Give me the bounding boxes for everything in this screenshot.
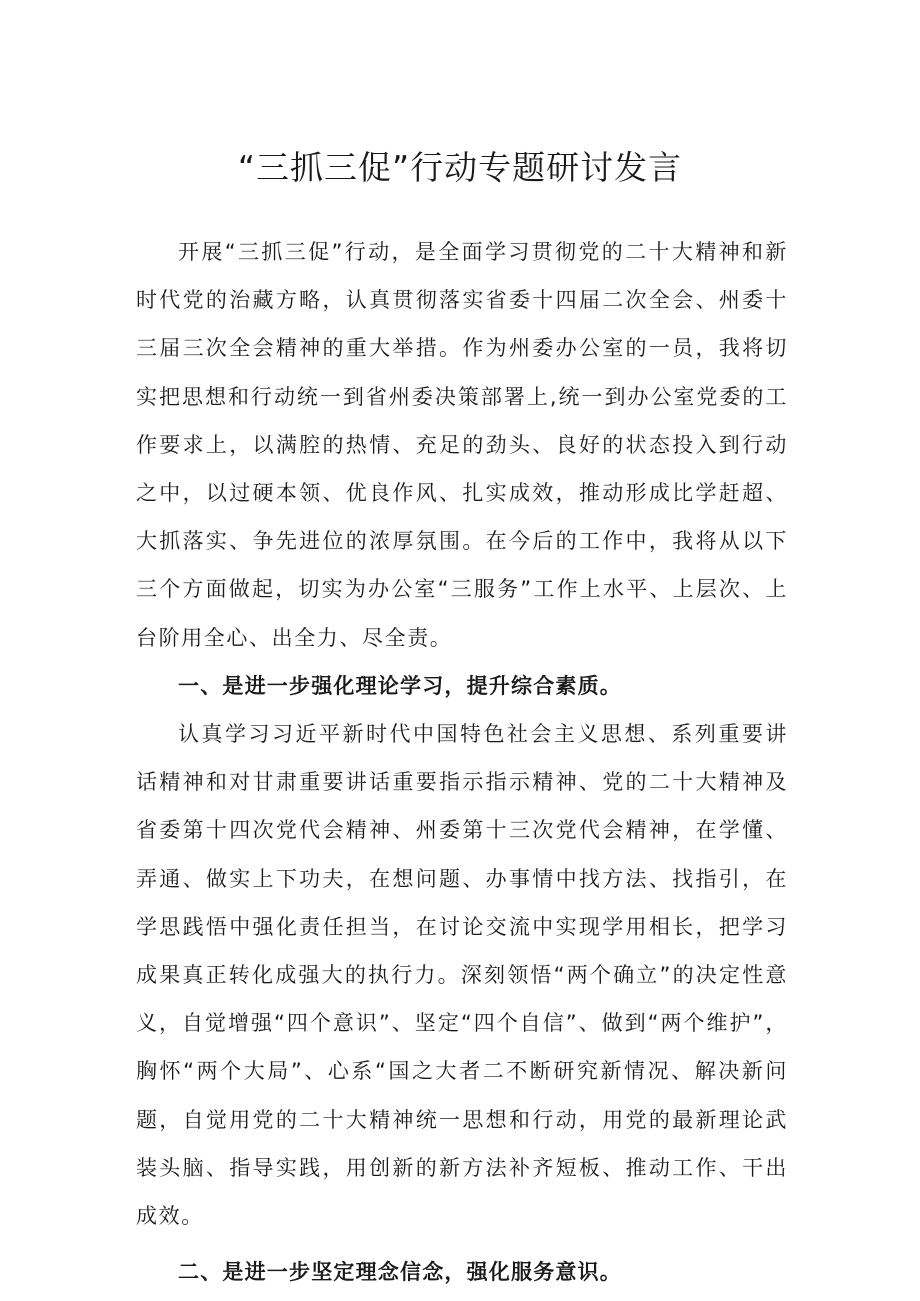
document-body <box>136 228 788 1296</box>
section-1-paragraph: 认真学习习近平新时代中国特色社会主义思想、系列重要讲话精神和对甘肃重要讲话重要指示指示精神、党的二十大精神及省委第十四次党代会精神、州委第十三次党代会精神，在学懂、弄通、做实上下功夫，在想问题、办事情中找方法、找指引，在学思践悟中强化责任担当，在讨论交流中实现学用相长，把学习成果真正转化成强大的执行力。深刻领悟“两个确立”的决定性意义，自觉增强“四个意识”、坚定“四个自信”、做到“两个维护”，胸怀“两个大局”、心系“国之大者二不断研究新情况、解决新问题，自觉用党的二十大精神统一思想和行动，用党的最新理论武装头脑、指导实践，用创新的新方法补齐短板、推动工作、干出成效。 <box>136 722 788 1229</box>
document-title: “三抓三促”行动专题研讨发言 <box>237 148 683 187</box>
intro-paragraph: 开展“三抓三促”行动，是全面学习贯彻党的二十大精神和新时代党的治藏方略，认真贯彻落实省委十四届二次全会、州委十三届三次全会精神的重大举措。作为州委办公室的一员，我将切实把思想和行动统一到省州委决策部署上,统一到办公室党委的工作要求上，以满腔的热情、充足的劲头、良好的状态投入到行动之中，以过硬本领、优良作风、扎实成效，推动形成比学赶超、大抓落实、争先进位的浓厚氛围。在今后的工作中，我将从以下三个方面做起，切实为办公室“三服务”工作上水平、上层次、上台阶用全心、出全力、尽全责。 <box>136 240 788 650</box>
section-heading-1: 一、是进一步强化理论学习，提升综合素质。 <box>178 673 622 698</box>
section-heading-2: 二、是进一步坚定理念信念，强化服务意识。 <box>178 1260 622 1285</box>
